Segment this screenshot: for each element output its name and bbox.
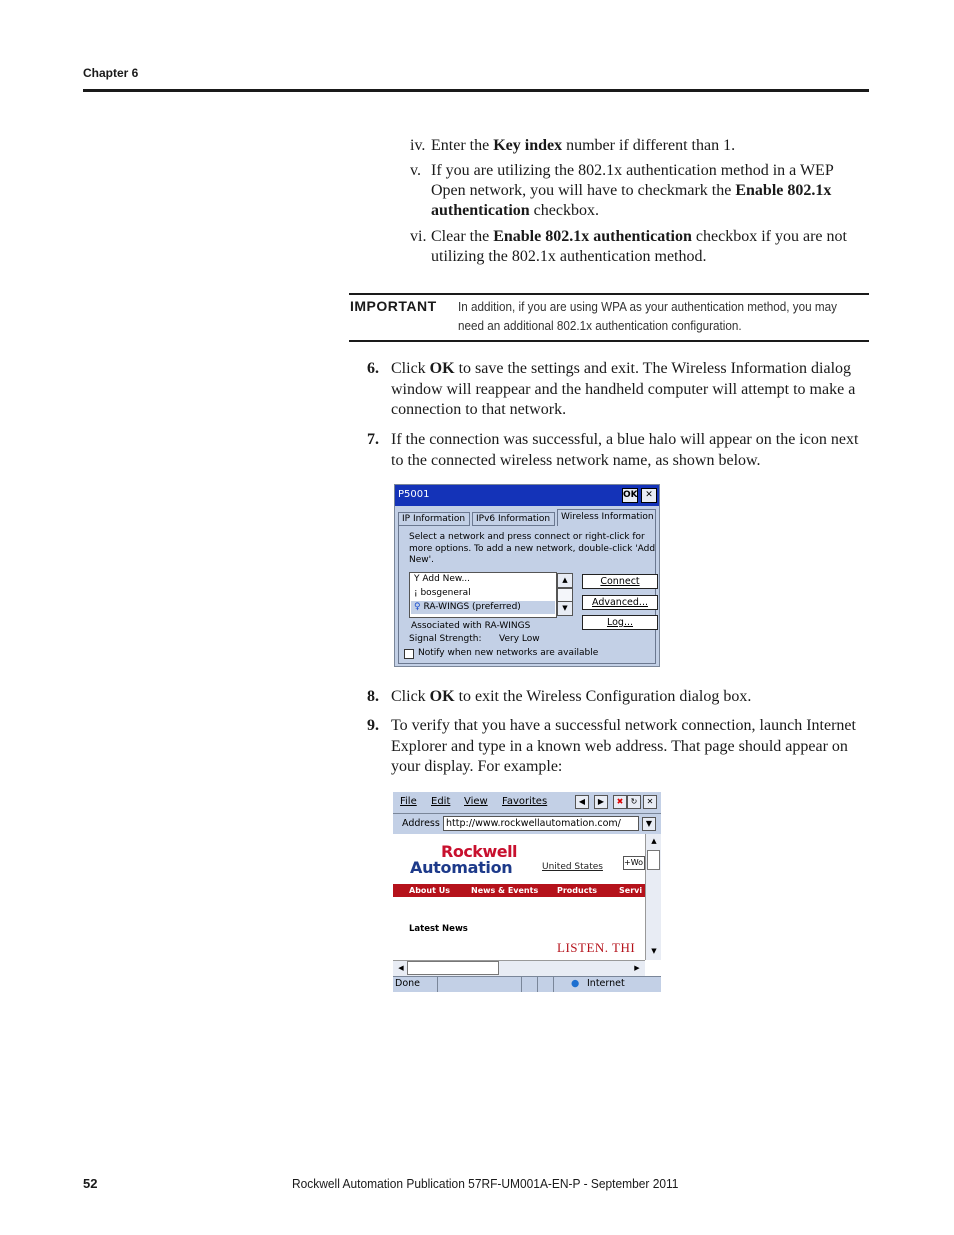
wireless-dialog-screenshot (394, 484, 660, 667)
status-divider (553, 977, 568, 992)
nav-about-us[interactable]: About Us (409, 886, 450, 895)
scroll-up-icon[interactable]: ▲ (557, 573, 573, 588)
important-text-line: need an additional 802.1x authentication configuration. (458, 318, 742, 333)
refresh-icon[interactable]: ↻ (627, 795, 641, 809)
tab-ip-information[interactable]: IP Information (398, 512, 470, 526)
region-link[interactable]: United States (542, 862, 603, 872)
menu-file[interactable]: File (400, 796, 417, 807)
sub-step-text: If you are utilizing the 802.1x authentication method in a WEP Open network, you will have to checkmark the Enable 802.1x authentication checkbox. (431, 162, 834, 219)
scroll-thumb[interactable] (647, 850, 660, 870)
status-divider (521, 977, 538, 992)
address-dropdown-icon[interactable]: ▼ (642, 817, 656, 831)
important-text-line: In addition, if you are using WPA as your authentication method, you may (458, 299, 837, 314)
scroll-thumb[interactable] (407, 961, 499, 975)
banner-text: LISTEN. THI (557, 940, 636, 955)
close-icon[interactable]: ✕ (643, 795, 657, 809)
publication-footer: Rockwell Automation Publication 57RF-UM001A-EN-P - September 2011 (292, 1176, 679, 1191)
chapter-label: Chapter 6 (83, 66, 139, 80)
scroll-left-icon[interactable]: ◀ (398, 964, 404, 972)
nav-products[interactable]: Products (557, 886, 598, 895)
vertical-scrollbar[interactable] (645, 834, 661, 960)
signal-strength-label: Signal Strength: (409, 634, 482, 644)
dialog-description: Select a network and press connect or right-click for more options. To add a new network, double-click 'Add New'. (409, 532, 656, 565)
horizontal-scrollbar[interactable] (393, 960, 645, 976)
step-text: Click OK to save the settings and exit. The Wireless Information dialog window will reappear and the handheld computer will attempt to make a connection to that network. (391, 360, 856, 418)
close-icon[interactable]: ✕ (641, 488, 657, 503)
step-number: 8. (367, 688, 379, 705)
status-divider (437, 977, 522, 992)
important-bottom-rule (349, 340, 869, 342)
scroll-down-icon[interactable]: ▼ (651, 947, 657, 955)
step-text: If the connection was successful, a blue halo will appear on the icon next to the connected wireless network name, as shown below. (391, 431, 859, 469)
important-top-rule (349, 293, 869, 295)
step-number: 9. (367, 717, 379, 734)
list-item[interactable]: ♀ RA-WINGS (preferred) (411, 601, 555, 614)
connect-button[interactable]: Connect (582, 574, 658, 589)
nav-news-events[interactable]: News & Events (471, 886, 539, 895)
sub-step-number: iv. (410, 137, 426, 154)
tab-wireless-information[interactable]: Wireless Information (557, 509, 656, 526)
wireless-halo-icon: ♀ (414, 602, 424, 612)
address-input[interactable]: http://www.rockwellautomation.com/ (443, 816, 639, 831)
latest-news-heading: Latest News (409, 924, 468, 934)
list-item[interactable]: ¡ bosgeneral (414, 588, 471, 598)
antenna-icon: Y (414, 574, 423, 584)
ok-button[interactable]: OK (622, 488, 638, 503)
site-logo-rockwell[interactable]: Rockwell (441, 842, 518, 861)
forward-icon[interactable]: ▶ (594, 795, 608, 809)
site-logo-automation[interactable]: Automation (410, 858, 513, 877)
status-zone: Internet (587, 978, 625, 989)
signal-strength-value: Very Low (499, 634, 540, 644)
advanced-button[interactable]: Advanced... (582, 595, 658, 610)
status-done: Done (395, 978, 420, 989)
important-text (458, 297, 837, 335)
sub-step-number: vi. (410, 228, 427, 245)
page-content (393, 834, 645, 960)
wireless-signal-icon: ¡ (414, 588, 421, 598)
menu-favorites[interactable]: Favorites (502, 796, 548, 807)
dialog-title-bar (395, 485, 659, 506)
back-icon[interactable]: ◀ (575, 795, 589, 809)
browser-screenshot (393, 792, 661, 992)
sub-step-number: v. (410, 162, 421, 179)
network-list[interactable] (409, 572, 557, 618)
scroll-up-icon[interactable]: ▲ (651, 837, 657, 845)
dialog-title: P5001 (398, 489, 430, 500)
sub-step-text: Clear the Enable 802.1x authentication checkbox if you are not utilizing the 802.1x authentication method. (431, 228, 847, 265)
page-number: 52 (83, 1176, 98, 1191)
association-status: Associated with RA-WINGS (411, 621, 531, 631)
step-number: 6. (367, 360, 379, 377)
important-label: IMPORTANT (350, 298, 437, 314)
site-search-box[interactable]: +Wo (623, 856, 645, 870)
notify-label: Notify when new networks are available (418, 648, 599, 658)
scroll-down-icon[interactable]: ▼ (557, 601, 573, 616)
step-text: To verify that you have a successful network connection, launch Internet Explorer and type in a known web address. That page should appear on your display. For example: (391, 717, 856, 775)
tab-ipv6-information[interactable]: IPv6 Information (472, 512, 555, 526)
step-number: 7. (367, 431, 379, 448)
menu-view[interactable]: View (464, 796, 488, 807)
stop-icon[interactable]: ✖ (613, 795, 627, 809)
nav-services[interactable]: Servi (619, 886, 643, 895)
log-button[interactable]: Log... (582, 615, 658, 630)
header-rule (83, 89, 869, 92)
site-nav-bar (393, 884, 645, 897)
notify-checkbox[interactable] (404, 649, 414, 659)
list-item[interactable]: Y Add New... (414, 574, 471, 584)
globe-icon: ● (571, 978, 580, 989)
scroll-right-icon[interactable]: ▶ (634, 964, 640, 972)
address-bar (393, 814, 661, 834)
address-label: Address (402, 818, 440, 829)
status-bar (393, 976, 661, 992)
step-text: Click OK to exit the Wireless Configuration dialog box. (391, 688, 752, 705)
browser-menu-bar (393, 792, 661, 814)
sub-step-text: Enter the Key index number if different than 1. (431, 137, 736, 154)
menu-edit[interactable]: Edit (431, 796, 451, 807)
status-divider (537, 977, 554, 992)
